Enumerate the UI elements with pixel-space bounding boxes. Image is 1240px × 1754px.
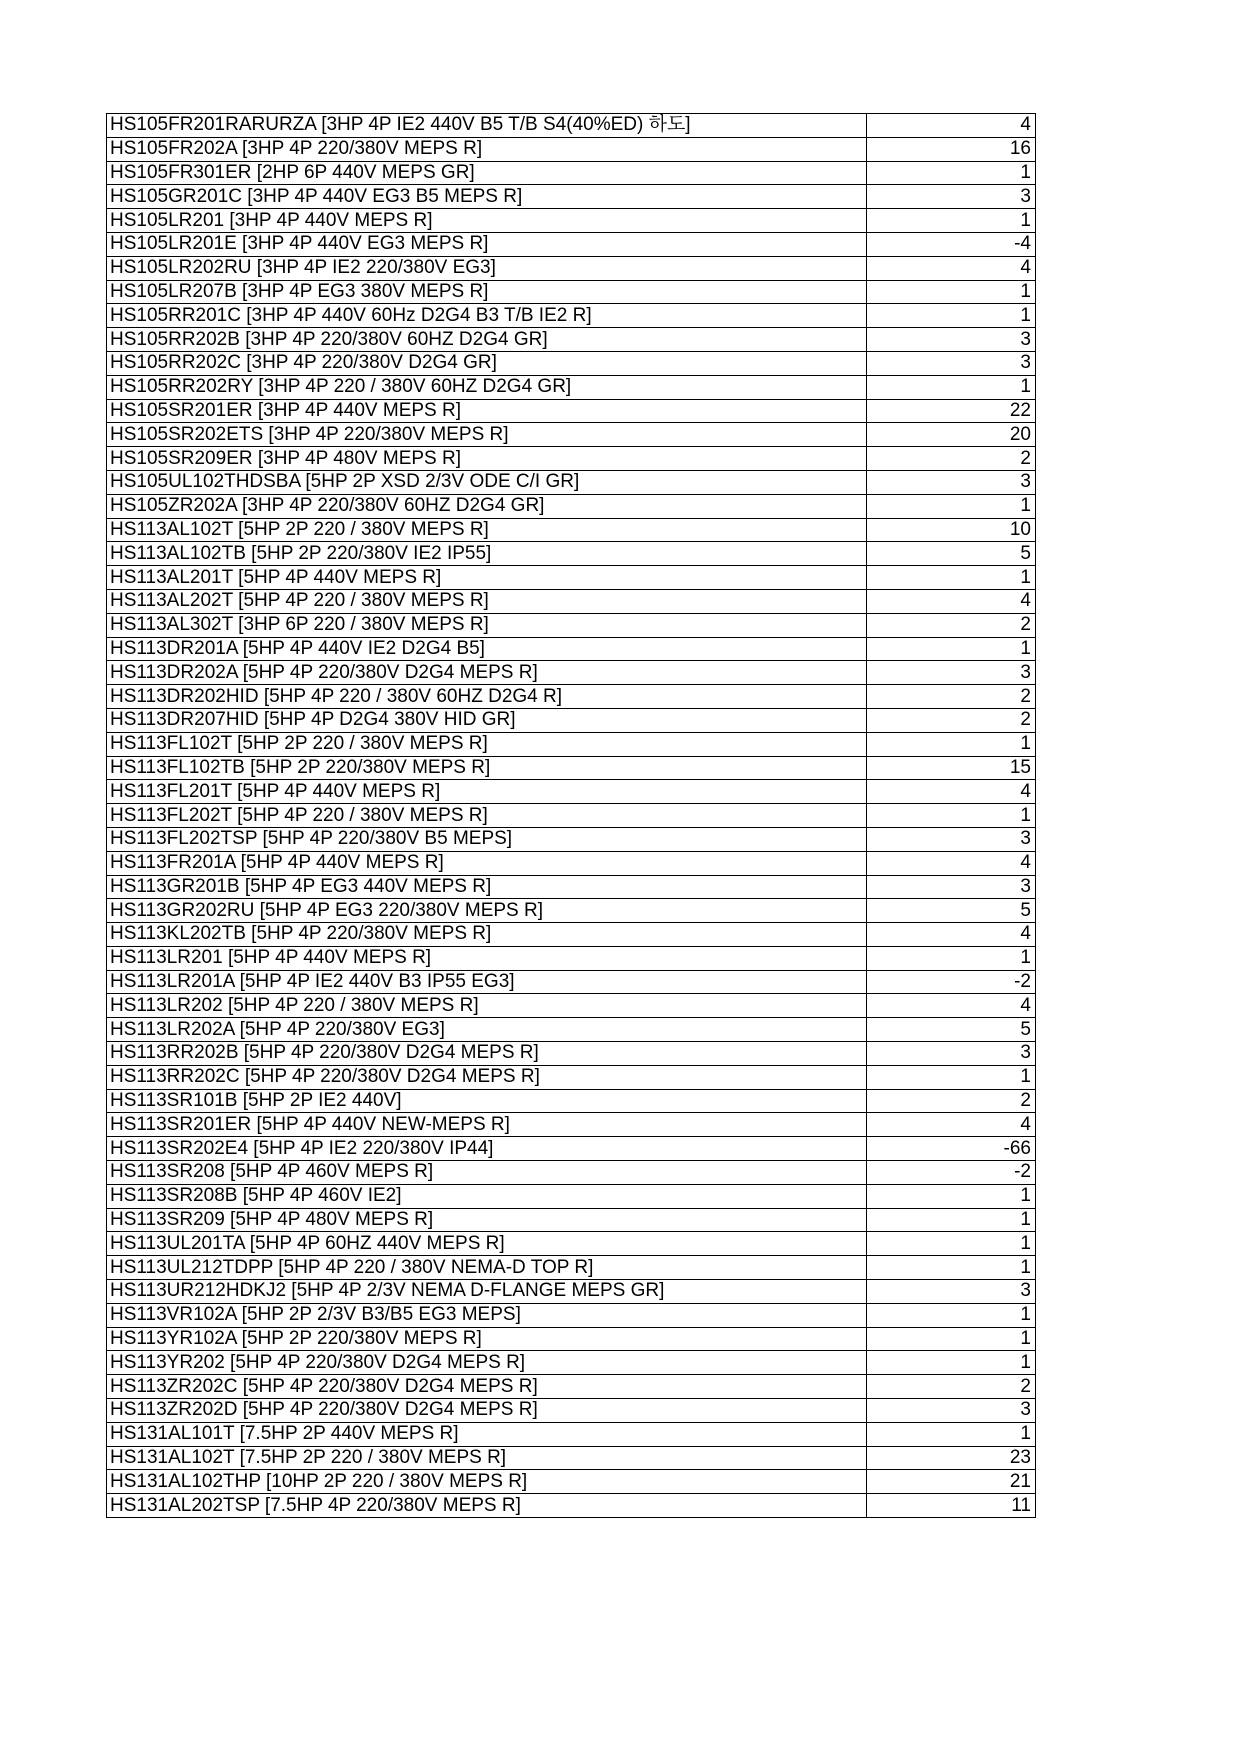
quantity-cell: 1: [867, 1208, 1036, 1232]
table-row: [107, 542, 1036, 566]
item-description-cell: HS113GR202RU [5HP 4P EG3 220/380V MEPS R]: [107, 899, 867, 923]
item-description-cell: HS113FL202T [5HP 4P 220 / 380V MEPS R]: [107, 804, 867, 828]
item-description-cell: HS113RR202B [5HP 4P 220/380V D2G4 MEPS R]: [107, 1042, 867, 1066]
quantity-cell: 21: [867, 1470, 1036, 1494]
table-row: [107, 494, 1036, 518]
quantity-cell: 2: [867, 447, 1036, 471]
item-description-cell: HS113FR201A [5HP 4P 440V MEPS R]: [107, 851, 867, 875]
item-description-cell: HS105FR201RARURZA [3HP 4P IE2 440V B5 T/B S4(40%ED) 하도]: [107, 114, 867, 138]
quantity-cell: 1: [867, 732, 1036, 756]
item-description-cell: HS113UL212TDPP [5HP 4P 220 / 380V NEMA-D TOP R]: [107, 1256, 867, 1280]
item-description-cell: HS113FL102TB [5HP 2P 220/380V MEPS R]: [107, 756, 867, 780]
table-row: [107, 1446, 1036, 1470]
item-description-cell: HS113LR201 [5HP 4P 440V MEPS R]: [107, 946, 867, 970]
item-description-cell: HS113ZR202D [5HP 4P 220/380V D2G4 MEPS R]: [107, 1399, 867, 1423]
item-description-cell: HS113AL202T [5HP 4P 220 / 380V MEPS R]: [107, 589, 867, 613]
quantity-cell: 10: [867, 518, 1036, 542]
table-row: [107, 1065, 1036, 1089]
item-description-cell: HS113SR208 [5HP 4P 460V MEPS R]: [107, 1161, 867, 1185]
item-description-cell: HS105SR202ETS [3HP 4P 220/380V MEPS R]: [107, 423, 867, 447]
quantity-cell: 3: [867, 185, 1036, 209]
quantity-cell: 16: [867, 137, 1036, 161]
table-row: [107, 851, 1036, 875]
item-description-cell: HS113DR207HID [5HP 4P D2G4 380V HID GR]: [107, 708, 867, 732]
quantity-cell: 4: [867, 256, 1036, 280]
table-row: [107, 280, 1036, 304]
quantity-cell: 2: [867, 1375, 1036, 1399]
quantity-cell: -2: [867, 970, 1036, 994]
quantity-cell: -2: [867, 1161, 1036, 1185]
item-description-cell: HS105RR202RY [3HP 4P 220 / 380V 60HZ D2G4 GR]: [107, 375, 867, 399]
table-row: [107, 970, 1036, 994]
item-description-cell: HS113DR202HID [5HP 4P 220 / 380V 60HZ D2G4 R]: [107, 685, 867, 709]
item-description-cell: HS105SR209ER [3HP 4P 480V MEPS R]: [107, 447, 867, 471]
item-description-cell: HS113RR202C [5HP 4P 220/380V D2G4 MEPS R]: [107, 1065, 867, 1089]
table-row: [107, 827, 1036, 851]
table-row: [107, 756, 1036, 780]
table-row: [107, 708, 1036, 732]
table-row: [107, 232, 1036, 256]
quantity-cell: 1: [867, 566, 1036, 590]
quantity-cell: 20: [867, 423, 1036, 447]
quantity-cell: 1: [867, 946, 1036, 970]
quantity-cell: -66: [867, 1137, 1036, 1161]
item-description-cell: HS113LR202A [5HP 4P 220/380V EG3]: [107, 1018, 867, 1042]
item-description-cell: HS113FL102T [5HP 2P 220 / 380V MEPS R]: [107, 732, 867, 756]
table-row: [107, 780, 1036, 804]
table-row: [107, 1470, 1036, 1494]
item-description-cell: HS113KL202TB [5HP 4P 220/380V MEPS R]: [107, 923, 867, 947]
item-description-cell: HS113LR202 [5HP 4P 220 / 380V MEPS R]: [107, 994, 867, 1018]
quantity-cell: 5: [867, 1018, 1036, 1042]
item-description-cell: HS113LR201A [5HP 4P IE2 440V B3 IP55 EG3]: [107, 970, 867, 994]
item-description-cell: HS105RR202B [3HP 4P 220/380V 60HZ D2G4 GR]: [107, 328, 867, 352]
quantity-cell: 4: [867, 114, 1036, 138]
quantity-cell: 1: [867, 1351, 1036, 1375]
quantity-cell: 3: [867, 328, 1036, 352]
table-row: [107, 1208, 1036, 1232]
quantity-cell: 4: [867, 780, 1036, 804]
quantity-cell: 1: [867, 375, 1036, 399]
quantity-cell: 22: [867, 399, 1036, 423]
quantity-cell: -4: [867, 232, 1036, 256]
table-row: [107, 1327, 1036, 1351]
quantity-cell: 2: [867, 613, 1036, 637]
item-description-cell: HS105LR201 [3HP 4P 440V MEPS R]: [107, 209, 867, 233]
item-description-cell: HS113SR202E4 [5HP 4P IE2 220/380V IP44]: [107, 1137, 867, 1161]
item-description-cell: HS113FL202TSP [5HP 4P 220/380V B5 MEPS]: [107, 827, 867, 851]
table-row: [107, 399, 1036, 423]
item-description-cell: HS105FR301ER [2HP 6P 440V MEPS GR]: [107, 161, 867, 185]
item-description-cell: HS105SR201ER [3HP 4P 440V MEPS R]: [107, 399, 867, 423]
quantity-cell: 2: [867, 685, 1036, 709]
table-row: [107, 637, 1036, 661]
table-row: [107, 423, 1036, 447]
table-row: [107, 114, 1036, 138]
quantity-cell: 1: [867, 280, 1036, 304]
table-row: [107, 1303, 1036, 1327]
quantity-cell: 3: [867, 875, 1036, 899]
item-description-cell: HS113SR209 [5HP 4P 480V MEPS R]: [107, 1208, 867, 1232]
quantity-cell: 5: [867, 899, 1036, 923]
quantity-cell: 15: [867, 756, 1036, 780]
table-row: [107, 304, 1036, 328]
inventory-table-body: [107, 114, 1036, 1518]
item-description-cell: HS105FR202A [3HP 4P 220/380V MEPS R]: [107, 137, 867, 161]
table-row: [107, 1161, 1036, 1185]
table-row: [107, 1494, 1036, 1518]
quantity-cell: 1: [867, 161, 1036, 185]
table-row: [107, 1113, 1036, 1137]
quantity-cell: 1: [867, 1422, 1036, 1446]
item-description-cell: HS105UL102THDSBA [5HP 2P XSD 2/3V ODE C/I GR]: [107, 470, 867, 494]
table-row: [107, 875, 1036, 899]
item-description-cell: HS113SR101B [5HP 2P IE2 440V]: [107, 1089, 867, 1113]
table-row: [107, 732, 1036, 756]
table-row: [107, 375, 1036, 399]
item-description-cell: HS113GR201B [5HP 4P EG3 440V MEPS R]: [107, 875, 867, 899]
item-description-cell: HS105ZR202A [3HP 4P 220/380V 60HZ D2G4 GR]: [107, 494, 867, 518]
table-row: [107, 899, 1036, 923]
item-description-cell: HS131AL102THP [10HP 2P 220 / 380V MEPS R]: [107, 1470, 867, 1494]
item-description-cell: HS113AL102TB [5HP 2P 220/380V IE2 IP55]: [107, 542, 867, 566]
quantity-cell: 3: [867, 827, 1036, 851]
item-description-cell: HS131AL102T [7.5HP 2P 220 / 380V MEPS R]: [107, 1446, 867, 1470]
quantity-cell: 1: [867, 1303, 1036, 1327]
table-row: [107, 185, 1036, 209]
table-row: [107, 566, 1036, 590]
table-row: [107, 137, 1036, 161]
table-row: [107, 1375, 1036, 1399]
table-row: [107, 1184, 1036, 1208]
quantity-cell: 4: [867, 923, 1036, 947]
table-row: [107, 946, 1036, 970]
table-row: [107, 1137, 1036, 1161]
table-row: [107, 613, 1036, 637]
item-description-cell: HS105RR202C [3HP 4P 220/380V D2G4 GR]: [107, 351, 867, 375]
quantity-cell: 1: [867, 804, 1036, 828]
quantity-cell: 2: [867, 708, 1036, 732]
item-description-cell: HS113DR202A [5HP 4P 220/380V D2G4 MEPS R]: [107, 661, 867, 685]
table-row: [107, 209, 1036, 233]
quantity-cell: 1: [867, 494, 1036, 518]
quantity-cell: 4: [867, 1113, 1036, 1137]
table-row: [107, 994, 1036, 1018]
table-row: [107, 1256, 1036, 1280]
quantity-cell: 3: [867, 470, 1036, 494]
table-row: [107, 685, 1036, 709]
item-description-cell: HS131AL101T [7.5HP 2P 440V MEPS R]: [107, 1422, 867, 1446]
item-description-cell: HS105GR201C [3HP 4P 440V EG3 B5 MEPS R]: [107, 185, 867, 209]
table-row: [107, 328, 1036, 352]
item-description-cell: HS113DR201A [5HP 4P 440V IE2 D2G4 B5]: [107, 637, 867, 661]
item-description-cell: HS113SR201ER [5HP 4P 440V NEW-MEPS R]: [107, 1113, 867, 1137]
quantity-cell: 1: [867, 209, 1036, 233]
table-row: [107, 256, 1036, 280]
quantity-cell: 1: [867, 1184, 1036, 1208]
item-description-cell: HS113ZR202C [5HP 4P 220/380V D2G4 MEPS R]: [107, 1375, 867, 1399]
item-description-cell: HS105LR201E [3HP 4P 440V EG3 MEPS R]: [107, 232, 867, 256]
quantity-cell: 4: [867, 589, 1036, 613]
table-row: [107, 351, 1036, 375]
table-row: [107, 1232, 1036, 1256]
table-row: [107, 447, 1036, 471]
quantity-cell: 4: [867, 851, 1036, 875]
quantity-cell: 3: [867, 1042, 1036, 1066]
table-row: [107, 1422, 1036, 1446]
table-row: [107, 1042, 1036, 1066]
table-row: [107, 589, 1036, 613]
item-description-cell: HS105RR201C [3HP 4P 440V 60Hz D2G4 B3 T/B IE2 R]: [107, 304, 867, 328]
table-row: [107, 1089, 1036, 1113]
table-row: [107, 518, 1036, 542]
item-description-cell: HS113FL201T [5HP 4P 440V MEPS R]: [107, 780, 867, 804]
quantity-cell: 5: [867, 542, 1036, 566]
item-description-cell: HS113UL201TA [5HP 4P 60HZ 440V MEPS R]: [107, 1232, 867, 1256]
table-row: [107, 1280, 1036, 1304]
item-description-cell: HS113UR212HDKJ2 [5HP 4P 2/3V NEMA D-FLANGE MEPS GR]: [107, 1280, 867, 1304]
table-row: [107, 661, 1036, 685]
item-description-cell: HS113AL302T [3HP 6P 220 / 380V MEPS R]: [107, 613, 867, 637]
item-description-cell: HS113YR102A [5HP 2P 220/380V MEPS R]: [107, 1327, 867, 1351]
item-description-cell: HS105LR207B [3HP 4P EG3 380V MEPS R]: [107, 280, 867, 304]
quantity-cell: 3: [867, 1280, 1036, 1304]
item-description-cell: HS113AL102T [5HP 2P 220 / 380V MEPS R]: [107, 518, 867, 542]
quantity-cell: 3: [867, 661, 1036, 685]
quantity-cell: 1: [867, 304, 1036, 328]
table-row: [107, 161, 1036, 185]
quantity-cell: 4: [867, 994, 1036, 1018]
quantity-cell: 23: [867, 1446, 1036, 1470]
table-row: [107, 923, 1036, 947]
quantity-cell: 2: [867, 1089, 1036, 1113]
table-row: [107, 1351, 1036, 1375]
item-description-cell: HS131AL202TSP [7.5HP 4P 220/380V MEPS R]: [107, 1494, 867, 1518]
quantity-cell: 1: [867, 1065, 1036, 1089]
quantity-cell: 1: [867, 1327, 1036, 1351]
item-description-cell: HS105LR202RU [3HP 4P IE2 220/380V EG3]: [107, 256, 867, 280]
table-row: [107, 1399, 1036, 1423]
table-row: [107, 470, 1036, 494]
quantity-cell: 3: [867, 1399, 1036, 1423]
quantity-cell: 11: [867, 1494, 1036, 1518]
item-description-cell: HS113VR102A [5HP 2P 2/3V B3/B5 EG3 MEPS]: [107, 1303, 867, 1327]
quantity-cell: 1: [867, 1232, 1036, 1256]
quantity-cell: 1: [867, 1256, 1036, 1280]
table-row: [107, 804, 1036, 828]
quantity-cell: 1: [867, 637, 1036, 661]
quantity-cell: 3: [867, 351, 1036, 375]
table-row: [107, 1018, 1036, 1042]
item-description-cell: HS113AL201T [5HP 4P 440V MEPS R]: [107, 566, 867, 590]
item-description-cell: HS113SR208B [5HP 4P 460V IE2]: [107, 1184, 867, 1208]
inventory-table: [106, 113, 1036, 1518]
item-description-cell: HS113YR202 [5HP 4P 220/380V D2G4 MEPS R]: [107, 1351, 867, 1375]
